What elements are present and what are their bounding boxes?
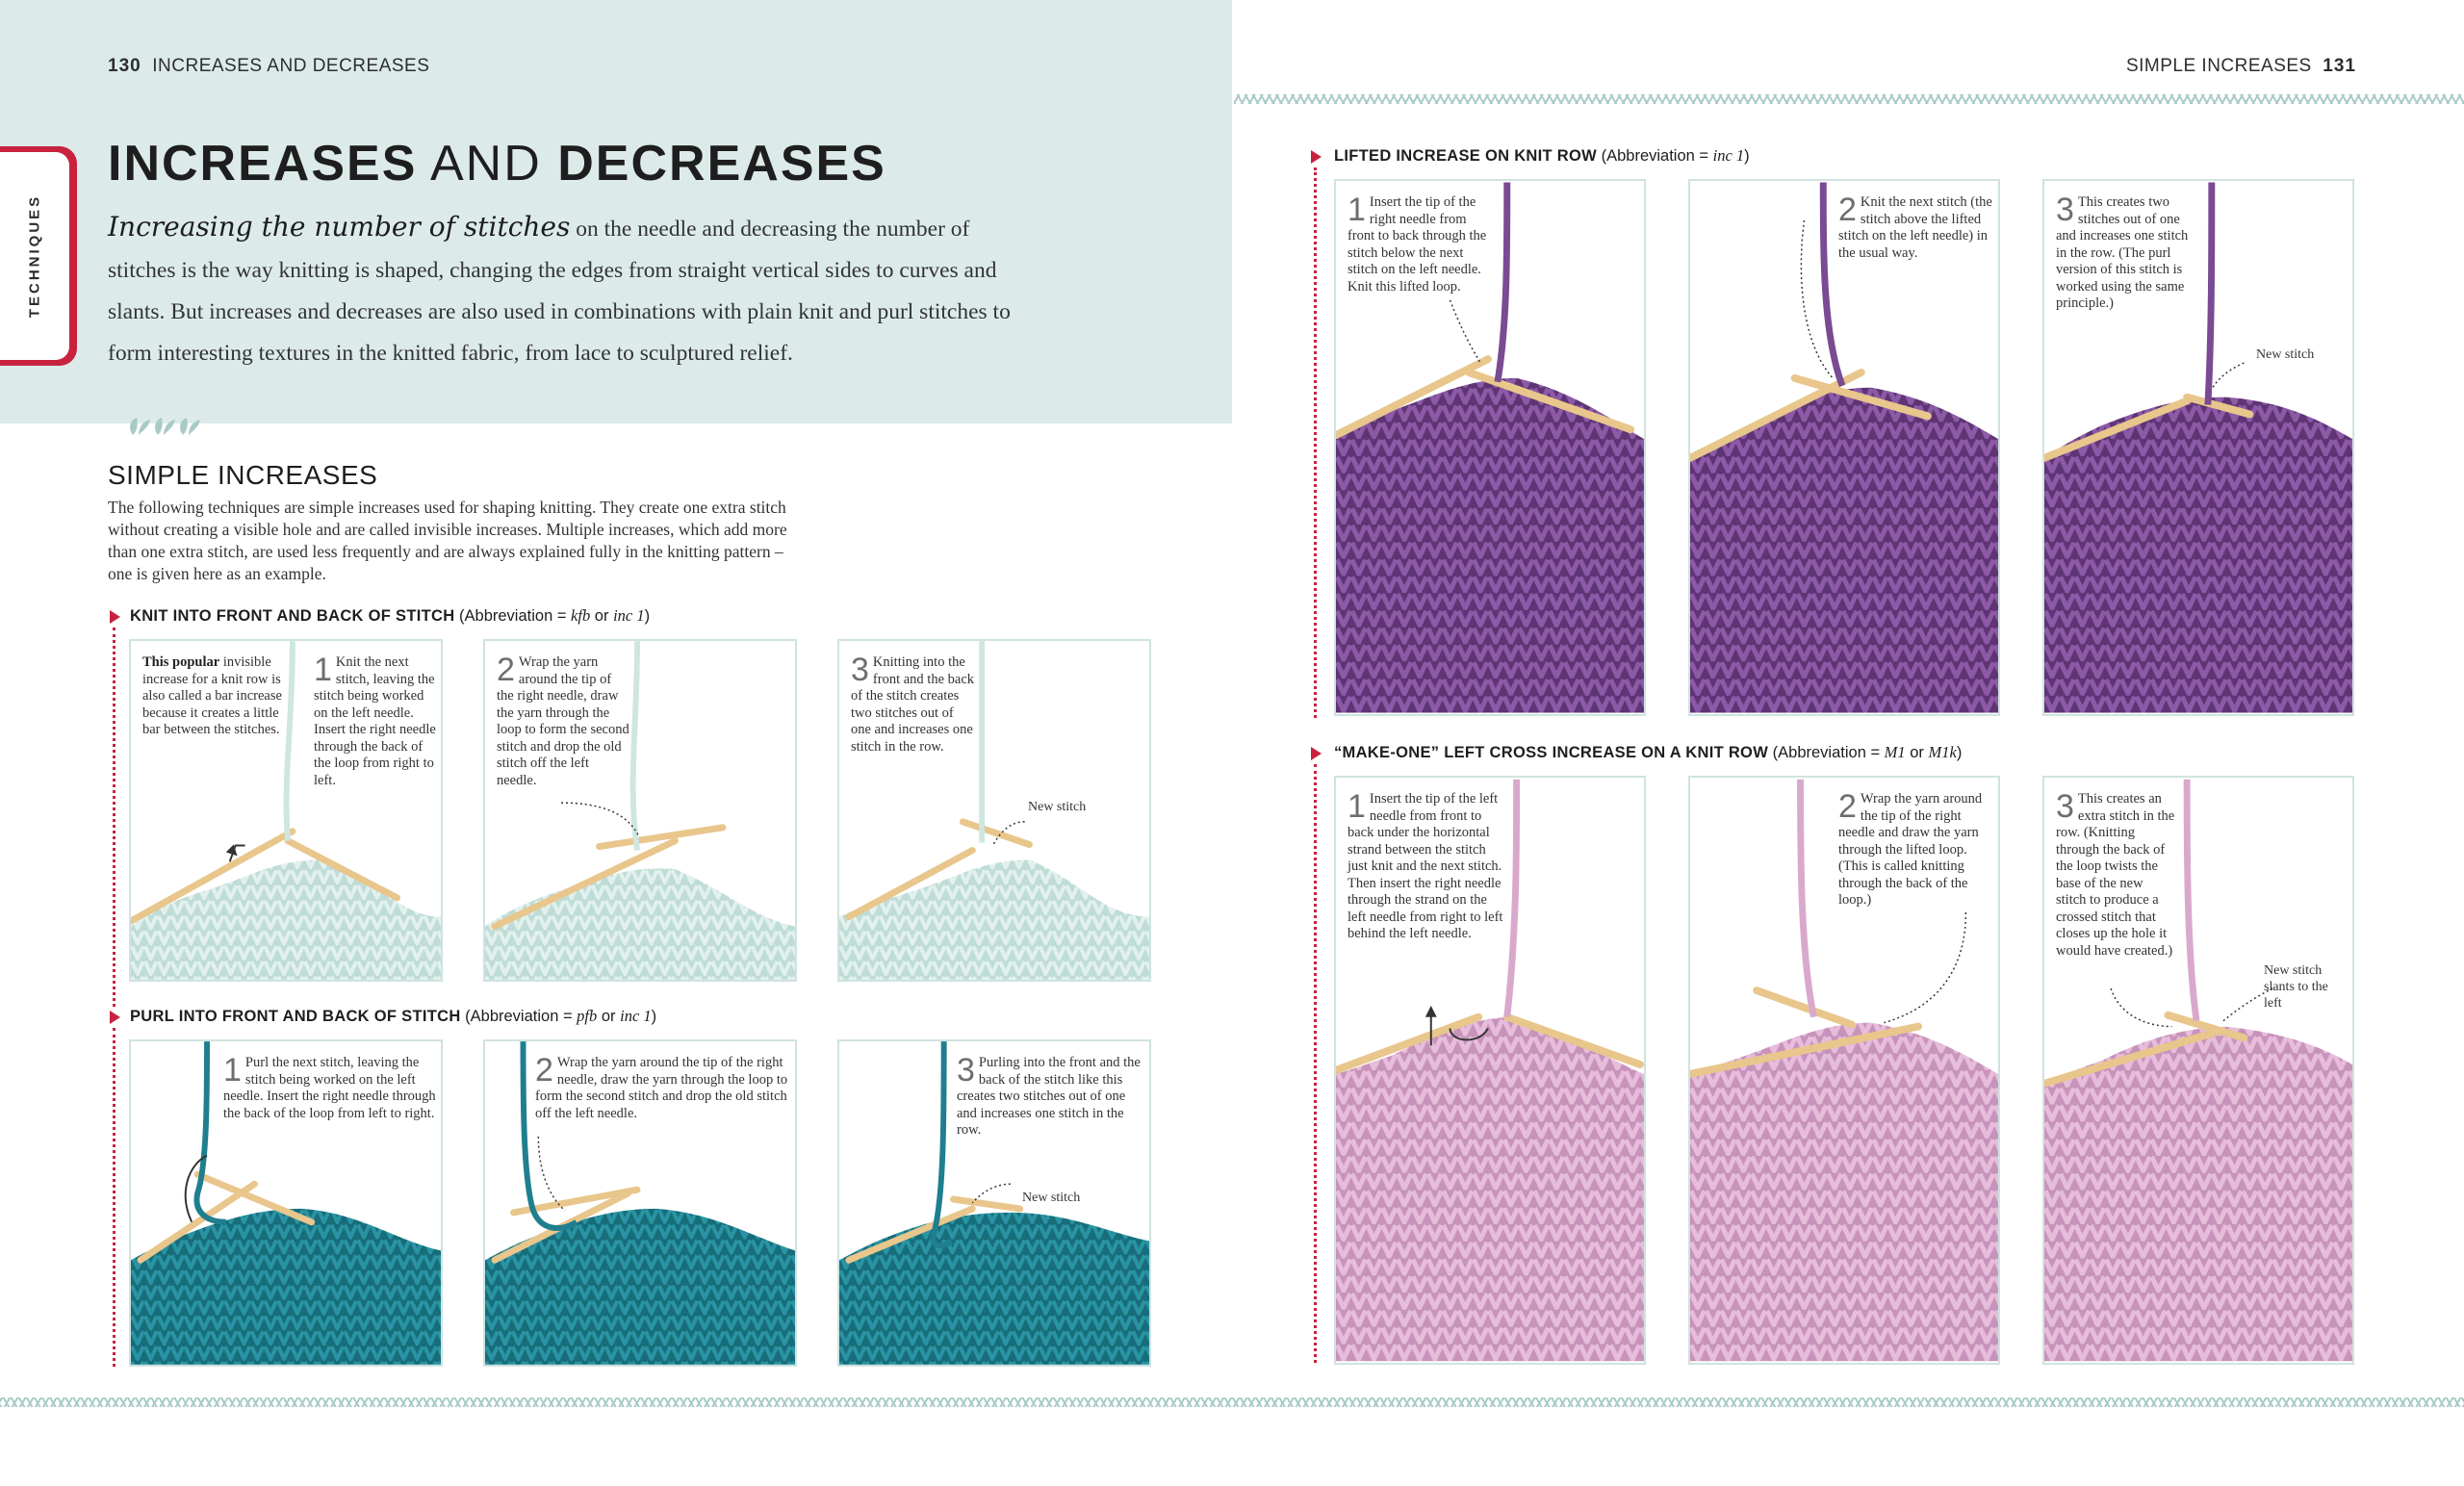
kfb-new-stitch-label: New stitch — [1028, 800, 1087, 814]
intro-paragraph — [108, 206, 1032, 374]
kfb-intro-caption — [142, 654, 287, 739]
m1-abbr-2: M1k — [1928, 743, 1957, 761]
kfb-note-mid: or — [590, 607, 614, 625]
step-text: Purl the next stitch, leaving the stitch being worked on the left needle. Insert the right needle through the back of the loop from left to right. — [223, 1055, 436, 1121]
section-arrow-icon — [110, 1011, 120, 1024]
lifted-abbreviation — [1597, 147, 1750, 165]
folio-left — [108, 56, 429, 77]
step-number: 1 — [1348, 192, 1366, 228]
section-title-simple-increases: SIMPLE INCREASES — [108, 460, 378, 490]
step-number: 2 — [1838, 788, 1857, 825]
title-word-1: INCREASES — [108, 136, 418, 192]
pfb-note-mid: or — [597, 1008, 621, 1025]
step-number: 1 — [314, 652, 332, 688]
running-head-left: INCREASES AND DECREASES — [152, 56, 430, 76]
step-text: Knit the next stitch (the stitch above the lifted stitch on the left needle) in the usual way. — [1838, 194, 1992, 261]
running-head-right: SIMPLE INCREASES — [2125, 56, 2312, 76]
kfb-step-2-panel — [483, 639, 797, 982]
m1-step-3-caption — [2056, 788, 2175, 960]
pfb-step-2-caption — [535, 1052, 791, 1122]
m1-abbr-1: M1 — [1884, 743, 1906, 761]
m1-abbreviation — [1768, 744, 1962, 761]
pfb-step-1-panel — [129, 1039, 443, 1367]
step-number: 1 — [223, 1052, 242, 1089]
m1-step-1-panel — [1334, 776, 1646, 1365]
m1-note-mid: or — [1905, 744, 1929, 761]
section-heading-pfb — [130, 1007, 656, 1026]
section-dotted-rule — [113, 628, 116, 1007]
pfb-abbr-1: pfb — [577, 1007, 598, 1025]
step-number: 3 — [2056, 192, 2074, 228]
kfb-heading-text: KNIT INTO FRONT AND BACK OF STITCH — [130, 607, 455, 625]
step-text: Purling into the front and the back of the stitch like this creates two stitches out of one and increases one stitch in the row. — [957, 1055, 1141, 1138]
lifted-step-3-panel — [2042, 179, 2354, 716]
kfb-step-2-caption — [497, 654, 631, 789]
section-arrow-icon — [1311, 150, 1322, 164]
m1-heading-text: “MAKE-ONE” LEFT CROSS INCREASE ON A KNIT ROW — [1334, 744, 1769, 761]
step-number: 2 — [1838, 192, 1857, 228]
page-number-left: 130 — [108, 56, 141, 76]
step-number: 3 — [2056, 788, 2074, 825]
m1-new-stitch-label: New stitch slants to the left — [2264, 963, 2328, 1011]
m1-note-post: ) — [1956, 744, 1963, 761]
kfb-intro-bold: This popular — [142, 654, 220, 670]
kfb-abbr-2: inc 1 — [613, 606, 645, 625]
section-arrow-icon — [1311, 747, 1322, 760]
pfb-note-pre: (Abbreviation = — [460, 1008, 578, 1025]
lifted-step-2-panel — [1688, 179, 2000, 716]
pfb-step-3-caption — [957, 1052, 1145, 1140]
pfb-abbreviation — [461, 1008, 657, 1025]
section-heading-kfb — [130, 606, 650, 626]
kfb-intro-text: invisible increase for a knit row is also called a bar increase because it creates a little bar between the stitches. — [142, 654, 282, 737]
section-arrow-icon — [110, 610, 120, 624]
pfb-step-2-panel — [483, 1039, 797, 1367]
step-text: Wrap the yarn around the tip of the right needle, draw the yarn through the loop to form the second stitch and drop the old stitch off the left needle. — [535, 1055, 788, 1121]
step-text: This creates two stitches out of one and increases one stitch in the row. (The purl version of this stitch is worked using the same principle.) — [2056, 194, 2189, 311]
pfb-step-3-panel — [837, 1039, 1151, 1367]
step-text: Insert the tip of the left needle from front to back under the horizontal strand between the stitch just knit and the next stitch. Then insert the right needle through the strand on the left needle from right to left behind the left needle. — [1348, 791, 1503, 941]
lifted-note-pre: (Abbreviation = — [1597, 147, 1713, 165]
step-text: Knit the next stitch, leaving the stitch being worked on the left needle. Insert the right needle through the back of the loop from right to left. — [314, 654, 436, 788]
lifted-step-2-caption — [1838, 194, 1996, 262]
lifted-step-1-caption — [1348, 194, 1490, 295]
step-text: Wrap the yarn around the tip of the right needle and draw the yarn through the lifted loop. (This is called knitting through the back of the loop.) — [1838, 791, 1983, 908]
lifted-step-1-panel — [1334, 179, 1646, 716]
intro-lead: Increasing the number of stitches — [108, 211, 571, 243]
lifted-heading-text: LIFTED INCREASE ON KNIT ROW — [1334, 147, 1598, 165]
step-text: Knitting into the front and the back of the stitch creates two stitches out of one and increases one stitch in the row. — [851, 654, 975, 755]
m1-step-2-panel — [1688, 776, 2000, 1365]
step-number: 1 — [1348, 788, 1366, 825]
wavy-divider-top-right — [1234, 94, 2464, 104]
pfb-abbr-2: inc 1 — [620, 1007, 652, 1025]
title-word-2: AND — [429, 136, 542, 192]
m1-note-pre: (Abbreviation = — [1768, 744, 1885, 761]
lifted-abbr-1: inc 1 — [1712, 146, 1745, 165]
title-word-3: DECREASES — [557, 136, 886, 192]
kfb-step-1-panel — [129, 639, 443, 982]
pfb-new-stitch-label: New stitch — [1022, 1191, 1081, 1205]
section-dotted-rule — [1314, 764, 1317, 1363]
m1-step-2-caption — [1838, 788, 1996, 910]
kfb-step-3-panel — [837, 639, 1151, 982]
kfb-step-1-caption — [314, 654, 437, 789]
step-text: This creates an extra stitch in the row. (Knitting through the back of the loop twists the base of the new stitch to produce a crossed stitch that closes up the hole it would have created.) — [2056, 791, 2175, 959]
step-text: Insert the tip of the right needle from front to back through the stitch below the next stitch on the left needle. Knit this lifted loop. — [1348, 194, 1487, 295]
step-number: 2 — [535, 1052, 553, 1089]
kfb-note-pre: (Abbreviation = — [454, 607, 572, 625]
step-number: 3 — [851, 652, 869, 688]
pfb-note-post: ) — [651, 1008, 657, 1025]
folio-right — [2126, 56, 2356, 77]
pfb-step-1-caption — [223, 1052, 437, 1122]
section-dotted-rule — [1314, 167, 1317, 718]
m1-step-3-panel — [2042, 776, 2354, 1365]
step-number: 3 — [957, 1052, 975, 1089]
lifted-step-3-caption — [2056, 194, 2198, 313]
lifted-new-stitch-label: New stitch — [2256, 347, 2315, 362]
section-dotted-rule — [113, 1028, 116, 1367]
wavy-divider-bottom — [0, 1397, 2464, 1407]
page-title — [108, 135, 886, 192]
pfb-heading-text: PURL INTO FRONT AND BACK OF STITCH — [130, 1008, 461, 1025]
m1-step-1-caption — [1348, 788, 1505, 943]
simple-increases-body: The following techniques are simple increases used for shaping knitting. They create one extra stitch without creating a visible hole and are called invisible increases. Multiple increases, which add more than one extra stitch, are used less frequently and are always explained fully in the knitting pattern – one is given here as an example. — [108, 498, 787, 583]
lifted-note-post: ) — [1744, 147, 1750, 165]
step-number: 2 — [497, 652, 515, 688]
kfb-step-3-caption — [851, 654, 976, 756]
chapter-tab-label: TECHNIQUES — [26, 193, 43, 319]
page-number-right: 131 — [2323, 56, 2356, 76]
leaf-ornament-icon — [125, 416, 202, 439]
step-text: Wrap the yarn around the tip of the right needle, draw the yarn through the loop to form the second stitch and drop the old stitch off the left needle. — [497, 654, 629, 788]
section-heading-m1 — [1334, 743, 1962, 762]
kfb-abbr-1: kfb — [571, 606, 591, 625]
kfb-abbreviation — [454, 607, 650, 625]
section-heading-lifted — [1334, 146, 1750, 166]
intro-text: on the needle and decreasing the number of stitches is the way knitting is shaped, changing the edges from straight vertical sides to curves and slants. But increases and decreases are also used in combinations with plain knit and purl stitches to form interesting textures in the knitted fabric, from lace to sculptured relief. — [108, 217, 1011, 366]
kfb-note-post: ) — [644, 607, 651, 625]
